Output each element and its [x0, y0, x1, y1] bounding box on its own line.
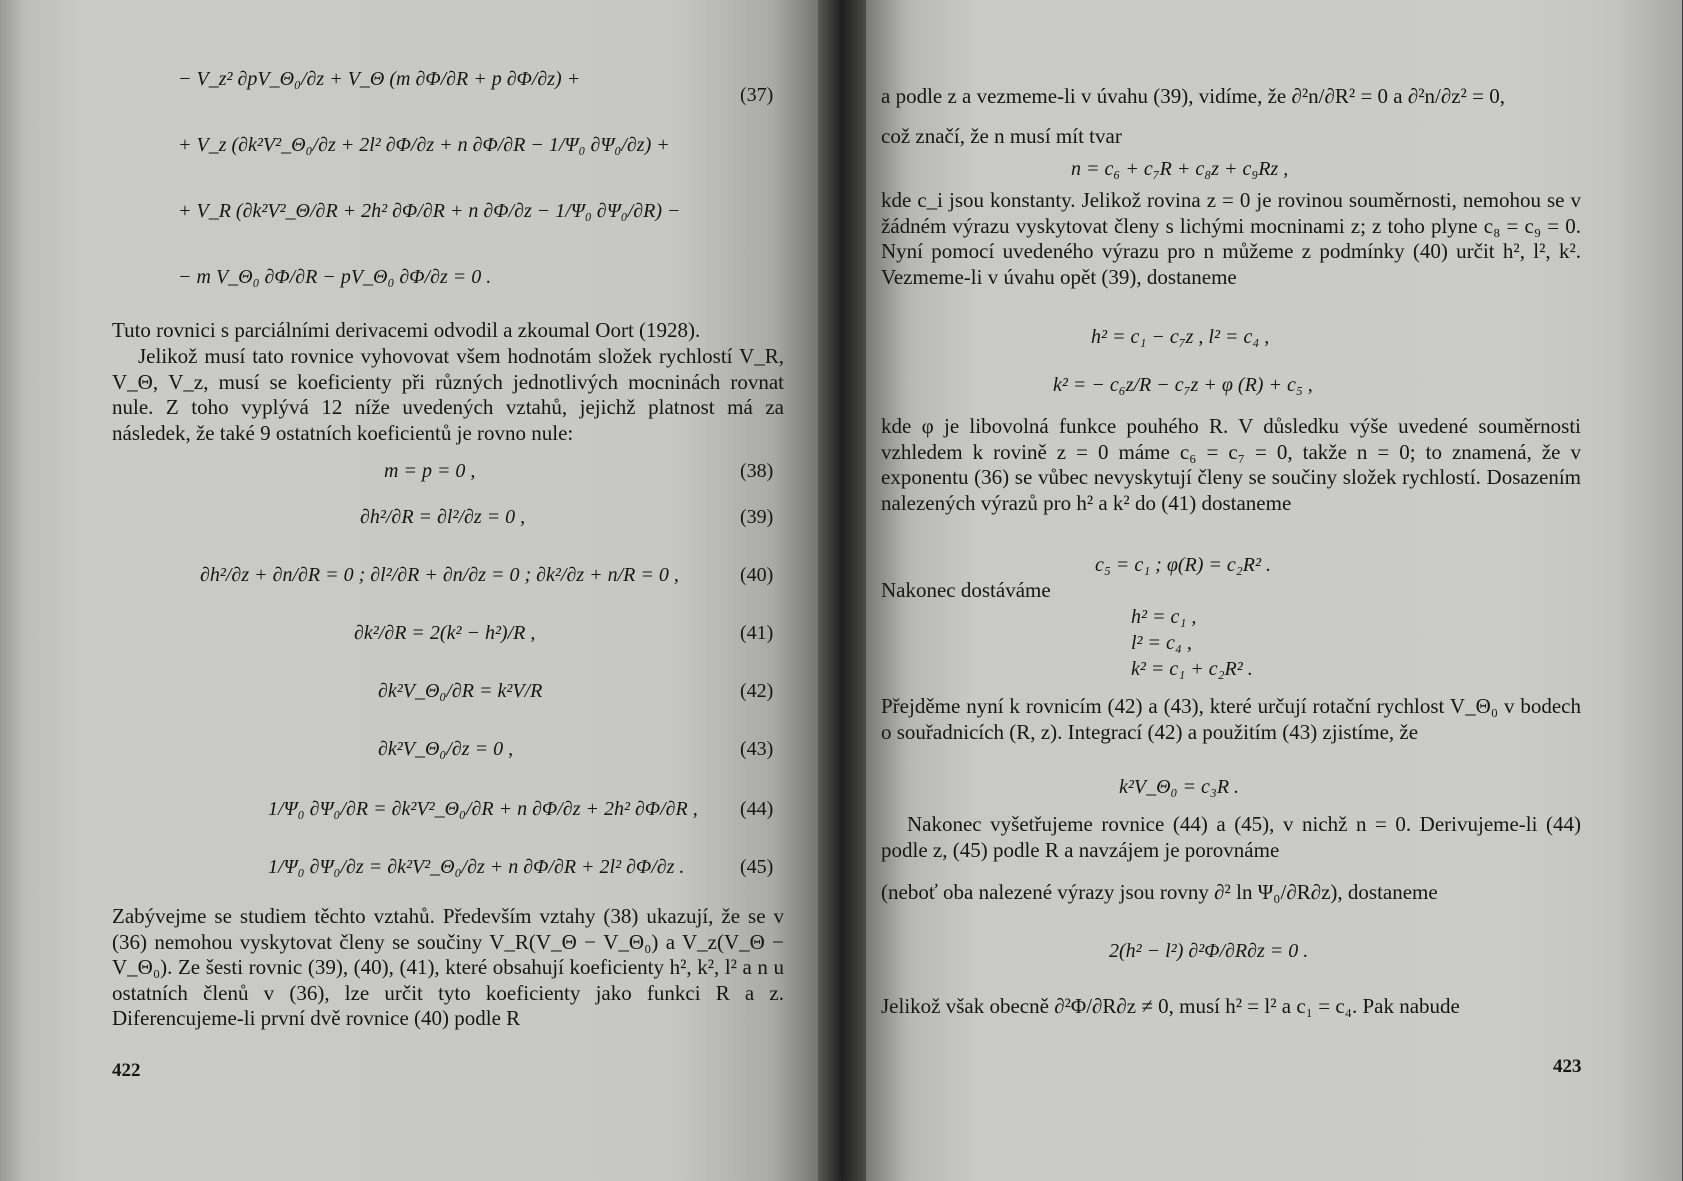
eq38-number: (38) [740, 460, 774, 482]
eq39: ∂h²/∂R = ∂l²/∂z = 0 , [360, 506, 526, 528]
page-number-left: 422 [112, 1060, 141, 1081]
paragraph-investigate: Nakonec vyšetřujeme rovnice (44) a (45), v nichž n = 0. Derivujeme-li (44) podle z, (45) podle R a navzájem je porovnáme [881, 812, 1581, 862]
eq-kv: k²V_Θ₀ = c₃R . [1119, 776, 1240, 798]
page-number-right: 423 [1553, 1056, 1582, 1077]
eq43: ∂k²V_Θ₀/∂z = 0 , [378, 738, 514, 760]
book-gutter [818, 0, 866, 1181]
eq-hl2: 2(h² − l²) ∂²Φ/∂R∂z = 0 . [1109, 940, 1309, 962]
eq43-number: (43) [740, 738, 774, 760]
eq40-number: (40) [740, 564, 774, 586]
eq44-number: (44) [740, 798, 774, 820]
eq-final-h: h² = c₁ , [1131, 606, 1197, 628]
eq38: m = p = 0 , [384, 460, 476, 482]
paragraph-because: (neboť oba nalezené výrazy jsou rovny ∂² ln Ψ₀/∂R∂z), dostaneme [881, 880, 1438, 904]
right-line1: a podle z a vezmeme-li v úvahu (39), vidíme, že ∂²n/∂R² = 0 a ∂²n/∂z² = 0, [881, 84, 1505, 108]
eq37-line2: + V_z (∂k²V²_Θ₀/∂z + 2l² ∂Φ/∂z + n ∂Φ/∂R − 1/Ψ₀ ∂Ψ₀/∂z) + [178, 134, 670, 156]
paragraph-rotation: Přejděme nyní k rovnicím (42) a (43), které určují rotační rychlost V_Θ₀ v bodech o souřadnicích (R, z). Integrací (42) a použitím (43) zjistíme, že [881, 694, 1581, 744]
eq42-number: (42) [740, 680, 774, 702]
eq37-line1: − V_z² ∂pV_Θ₀/∂z + V_Θ (m ∂Φ/∂R + p ∂Φ/∂z) + [178, 68, 581, 90]
eq-final-l: l² = c₄ , [1131, 632, 1192, 654]
eq44: 1/Ψ₀ ∂Ψ₀/∂R = ∂k²V²_Θ₀/∂R + n ∂Φ/∂z + 2h² ∂Φ/∂R , [268, 798, 698, 820]
paragraph-constants: kde c_i jsou konstanty. Jelikož rovina z = 0 je rovinou souměrnosti, nemohou se v žádném výrazu vyskytovat členy s lichými mocninami z; z toho plyne c₈ = c₉ = 0. Nyní pomocí uvedeného výrazu pro n můžeme z podmínky (40) určit h², l², k². Vezmeme-li v úvahu opět (39), dostaneme [881, 188, 1581, 289]
eq40: ∂h²/∂z + ∂n/∂R = 0 ; ∂l²/∂R + ∂n/∂z = 0 ; ∂k²/∂z + n/R = 0 , [200, 564, 679, 586]
paragraph-phi: kde φ je libovolná funkce pouhého R. V důsledku výše uvedené souměrnosti vzhledem k rovině z = 0 máme c₆ = c₇ = 0, takže n = 0; to znamená, že v exponentu (36) se vůbec nevyskytují členy se součiny složek rychlostí. Dosazením nalezených výrazů pro h² a k² do (41) dostaneme [881, 414, 1581, 515]
eq41: ∂k²/∂R = 2(k² − h²)/R , [354, 622, 536, 644]
paragraph-oort: Tuto rovnici s parciálními derivacemi odvodil a zkoumal Oort (1928). [112, 318, 701, 342]
right-line2: což značí, že n musí mít tvar [881, 124, 1122, 148]
paragraph-study: Zabývejme se studiem těchto vztahů. Především vztahy (38) ukazují, že se v (36) nemohou vyskytovat členy se součiny V_R(V_Θ − V_Θ₀) a V_z(V_Θ − V_Θ₀). Ze šesti rovnic (39), (40), (41), které obsahují koeficienty h², k², l² a n u ostatních členů v (36), lze určit tyto koeficienty jako funkci R a z. Diferencujeme-li první dvě rovnice (40) podle R [112, 904, 784, 1031]
eq42: ∂k²V_Θ₀/∂R = k²V/R [378, 680, 543, 702]
eq37-number: (37) [740, 84, 774, 106]
eq45-number: (45) [740, 856, 774, 878]
eq37-line3: + V_R (∂k²V²_Θ/∂R + 2h² ∂Φ/∂R + n ∂Φ/∂z − 1/Ψ₀ ∂Ψ₀/∂R) − [178, 200, 681, 222]
eq39-number: (39) [740, 506, 774, 528]
right-page [841, 0, 1682, 1181]
left-page [0, 0, 841, 1181]
eq-h-l: h² = c₁ − c₇z , l² = c₄ , [1091, 326, 1270, 348]
eq-final-k: k² = c₁ + c₂R² . [1131, 658, 1253, 680]
eq37-line4: − m V_Θ₀ ∂Φ/∂R − pV_Θ₀ ∂Φ/∂z = 0 . [178, 266, 492, 288]
eq41-number: (41) [740, 622, 774, 644]
eq-n: n = c₆ + c₇R + c₈z + c₉Rz , [1071, 158, 1289, 180]
eq45: 1/Ψ₀ ∂Ψ₀/∂z = ∂k²V²_Θ₀/∂z + n ∂Φ/∂R + 2l² ∂Φ/∂z . [268, 856, 685, 878]
paragraph-finally: Nakonec dostáváme [881, 578, 1051, 602]
eq-k: k² = − c₆z/R − c₇z + φ (R) + c₅ , [1053, 374, 1313, 396]
eq-c5: c₅ = c₁ ; φ(R) = c₂R² . [1095, 554, 1271, 576]
paragraph-generally: Jelikož však obecně ∂²Φ/∂R∂z ≠ 0, musí h² = l² a c₁ = c₄. Pak nabude [881, 994, 1460, 1018]
paragraph-coefficients: Jelikož musí tato rovnice vyhovovat všem hodnotám složek rychlostí V_R, V_Θ, V_z, musí se koeficienty při různých jednotlivých mocninách rovnat nule. Z toho vyplývá 12 níže uvedených vztahů, jejichž platnost má za následek, že také 9 ostatních koeficientů je rovno nule: [112, 344, 784, 445]
